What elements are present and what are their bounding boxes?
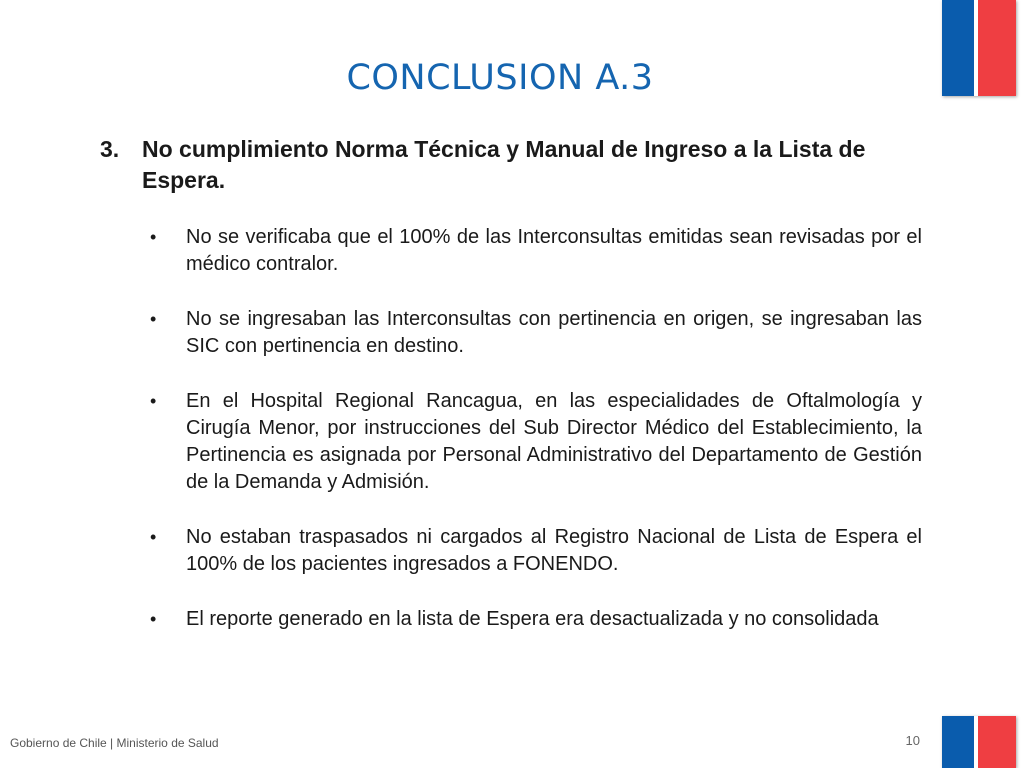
list-item xyxy=(150,224,922,278)
flag-red-stripe xyxy=(978,716,1016,768)
bullet-text: No se verificaba que el 100% de las Interconsultas emitidas sean revisadas por el médico contralor. xyxy=(186,226,922,275)
section-heading xyxy=(100,134,922,196)
bullet-icon: • xyxy=(150,391,157,411)
list-item xyxy=(150,524,922,578)
slide-title: CONCLUSION A.3 xyxy=(346,58,654,98)
list-item xyxy=(150,388,922,496)
bullet-icon: • xyxy=(150,227,157,247)
bullet-icon: • xyxy=(150,309,157,329)
bullet-icon: • xyxy=(150,609,157,629)
bullet-text: En el Hospital Regional Rancagua, en las especialidades de Oftalmología y Cirugía Menor, por instrucciones del Sub Director Médico del Establecimiento, la Pertinencia es asignada por Personal Administrativo del Departamento de Gestión de la Demanda y Admisión. xyxy=(186,390,922,493)
bullet-text: No se ingresaban las Interconsultas con pertinencia en origen, se ingresaban las SIC con pertinencia en destino. xyxy=(186,308,922,357)
bullet-list xyxy=(150,224,922,661)
page-number: 10 xyxy=(905,733,920,748)
heading-number: 3. xyxy=(100,136,120,162)
list-item xyxy=(150,606,922,633)
heading-text: No cumplimiento Norma Técnica y Manual de Ingreso a la Lista de Espera. xyxy=(142,136,866,193)
bullet-text: El reporte generado en la lista de Espera era desactualizada y no consolidada xyxy=(186,608,879,630)
bullet-icon: • xyxy=(150,527,157,547)
chile-flag-bottom-decoration xyxy=(942,716,1016,768)
flag-blue-stripe xyxy=(942,716,974,768)
list-item xyxy=(150,306,922,360)
footer-text: Gobierno de Chile | Ministerio de Salud xyxy=(10,736,219,750)
bullet-text: No estaban traspasados ni cargados al Registro Nacional de Lista de Espera el 100% de los pacientes ingresados a FONENDO. xyxy=(186,526,922,575)
